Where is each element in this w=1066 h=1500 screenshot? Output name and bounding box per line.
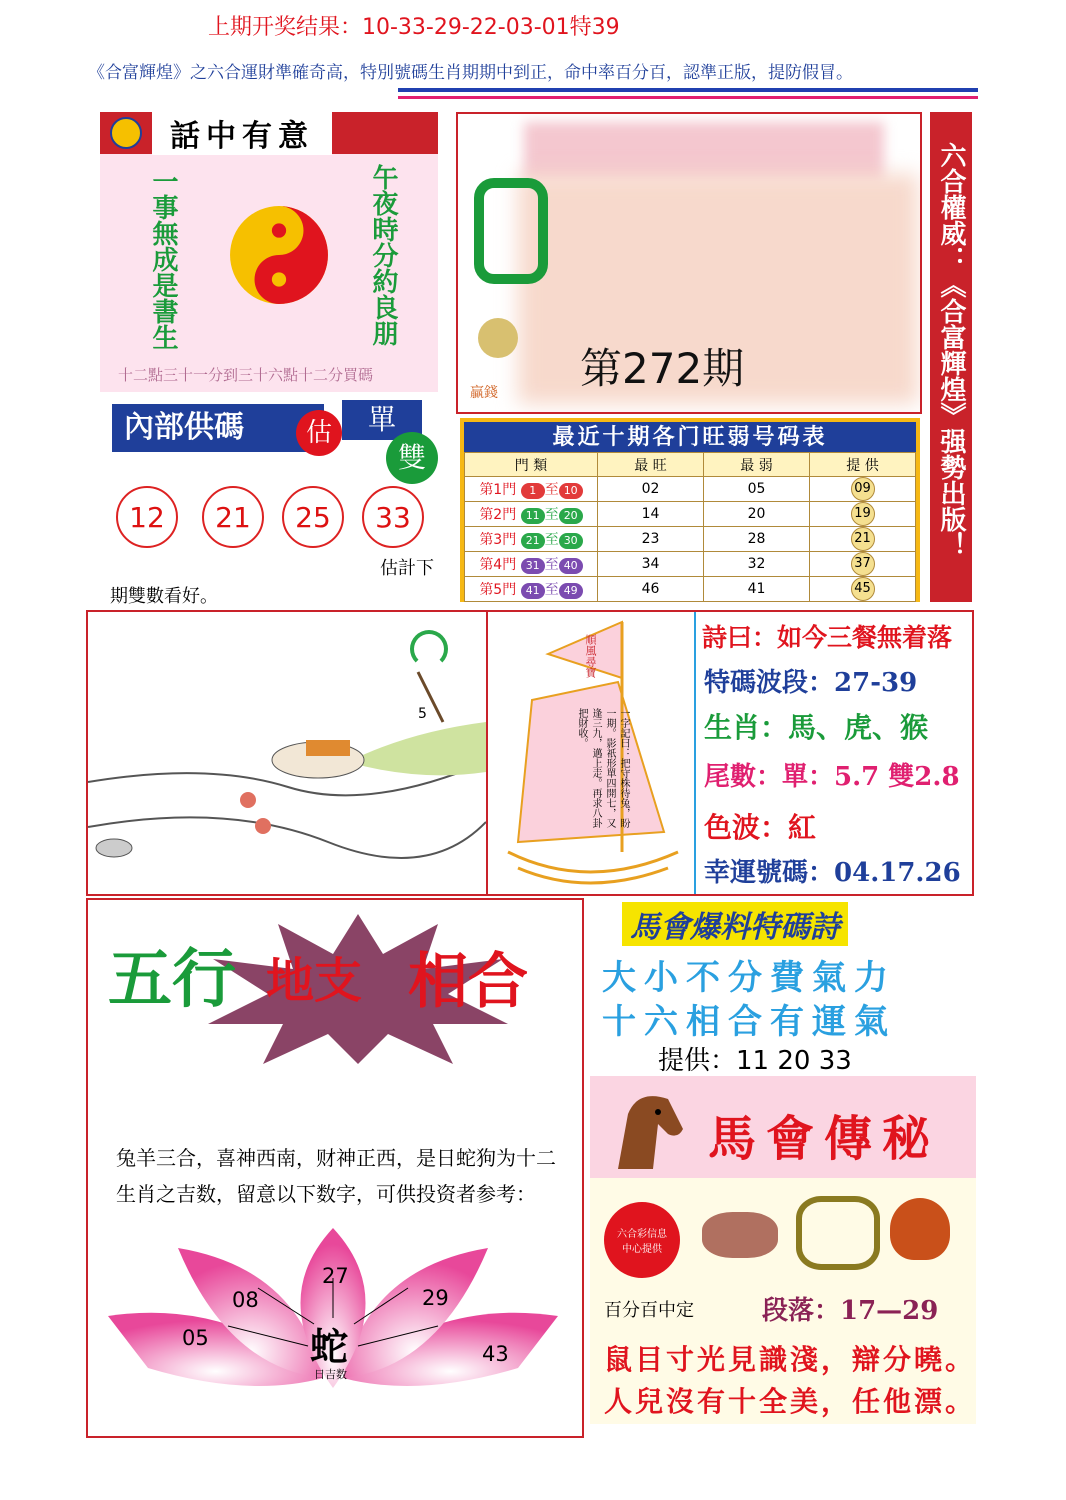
secret-line2: 人兒沒有十全美，任他漂。 [604, 1385, 976, 1418]
huazhong-footer: 十二點三十一分到三十六點十二分買碼 [118, 366, 374, 384]
provide-cell [810, 477, 916, 502]
mahui-poem-provide: 提供：11 20 33 [658, 1046, 852, 1076]
door-label: 第2門 [479, 507, 517, 523]
scene-number: 5 [418, 706, 427, 722]
mahui-poem-title: 馬會爆料特碼詩 [622, 902, 848, 946]
table-row [465, 477, 916, 502]
provide-value: 37 [851, 552, 875, 576]
secret-line1: 鼠目寸光見識淺，辯分曉。 [604, 1343, 976, 1376]
mahui-poem-line1: 大小不分費氣力 [602, 958, 896, 998]
tag-shuang: 雙 [386, 432, 438, 484]
segment-label: 段落：17—29 [762, 1296, 939, 1326]
range-from: 1 [521, 483, 545, 499]
table-title: 最近十期各门旺弱号码表 [464, 422, 916, 452]
provide-value: 21 [851, 527, 875, 551]
col-max: 最 旺 [598, 453, 704, 477]
provide-cell [810, 502, 916, 527]
wuxing-title-b: 地支 [266, 953, 363, 1009]
wave-label: 特碼波段： [704, 668, 835, 698]
range-from: 21 [521, 533, 545, 549]
col-min: 最 弱 [704, 453, 810, 477]
issue-panel [456, 112, 922, 414]
petal-number-4: 29 [422, 1286, 449, 1310]
poem-panel [696, 612, 972, 894]
min-cell: 05 [704, 477, 810, 502]
wave-value: 27-39 [834, 668, 918, 698]
petal-number-1: 05 [182, 1326, 209, 1350]
min-cell: 41 [704, 577, 810, 602]
internal-number-3: 25 [282, 486, 344, 548]
lucky-value: 04.17.26 [834, 858, 961, 888]
blurred-banner [524, 122, 884, 182]
door-label: 第4門 [479, 557, 517, 573]
sail-text: 一字記曰：把守株待兔，盼一期。影祇形單四開七，又逢三九，邁上走。再求八卦把財收。 [576, 708, 629, 828]
door-cell [465, 552, 598, 577]
stamp-text: 六合彩信息中心提供 [617, 1229, 667, 1255]
zodiac-label: 生肖： [704, 711, 789, 744]
tail-label: 尾數： [704, 762, 783, 792]
horse-icon [598, 1084, 688, 1174]
provide-cell [810, 552, 916, 577]
mahui-poem-line2: 十六相合有運氣 [602, 1002, 896, 1042]
min-cell: 20 [704, 502, 810, 527]
coin-icon [478, 318, 518, 358]
max-cell: 46 [598, 577, 704, 602]
max-cell: 14 [598, 502, 704, 527]
wuxing-title-c: 相合 [408, 947, 528, 1017]
huazhong-right-verse: 午夜時分約良朋 [368, 164, 398, 346]
rooster-icon [890, 1198, 950, 1260]
color-row [704, 806, 816, 846]
range-to: 40 [559, 558, 583, 574]
table-row [465, 577, 916, 602]
tag-dan: 單 [342, 400, 422, 440]
door-cell [465, 502, 598, 527]
sail-flag: 順風尋寶 [584, 634, 597, 678]
internal-title: 內部供碼 [112, 404, 324, 452]
logo-icon [110, 117, 142, 149]
door-cell [465, 577, 598, 602]
table-header-row [465, 453, 916, 477]
dragon-icon [796, 1196, 880, 1270]
stamp-icon [604, 1202, 680, 1278]
internal-note-left: 期雙數看好。 [110, 586, 218, 607]
table-row [465, 502, 916, 527]
huazhong-panel [100, 112, 438, 392]
lucky-label: 幸運號碼： [704, 858, 835, 888]
col-door: 門 類 [465, 453, 598, 477]
range-to: 49 [559, 583, 583, 599]
mahui-secret-panel [590, 1076, 976, 1424]
internal-number-1: 12 [116, 486, 178, 548]
petal-number-2: 08 [232, 1288, 259, 1312]
huazhong-titlebar [100, 112, 438, 154]
max-cell: 23 [598, 527, 704, 552]
col-provide: 提 供 [810, 453, 916, 477]
issue-side-text: 六合權威：《合富輝煌》强勢出版！ [930, 112, 972, 602]
wuxing-panel [86, 898, 584, 1438]
hot-cold-table [460, 418, 920, 602]
provide-value: 09 [851, 477, 875, 501]
door-label: 第3門 [479, 532, 517, 548]
lucky-row [704, 852, 961, 889]
provide-value: 45 [851, 577, 875, 601]
provide-cell [810, 577, 916, 602]
tail-value: 單：5.7 雙2.8 [782, 762, 960, 792]
issue-label: 第272期 [580, 344, 745, 393]
scene-left [88, 612, 488, 894]
range-to-word: 至 [544, 582, 559, 598]
zodiac-row [704, 706, 928, 746]
range-to-word: 至 [544, 507, 559, 523]
sure-label: 百分百中定 [604, 1300, 694, 1321]
table-grid [464, 452, 916, 602]
huazhong-left-verse: 一事無成是書生 [148, 168, 178, 350]
max-cell: 34 [598, 552, 704, 577]
lotus-center: 蛇 [310, 1324, 349, 1369]
banner-rule-blue [398, 88, 978, 92]
internal-number-2: 21 [202, 486, 264, 548]
provide-cell [810, 527, 916, 552]
mahui-secret-title: 馬會傳秘 [708, 1111, 941, 1167]
provide-value: 19 [851, 502, 875, 526]
pig-icon [702, 1212, 778, 1258]
table-row [465, 527, 916, 552]
banner-text: 《合富輝煌》之六合運財準確奇高，特別號碼生肖期期中到正，命中率百分百，認準正版，提防假冒。 [88, 63, 853, 83]
door-label: 第1門 [479, 482, 517, 498]
tag-gu: 估 [296, 410, 342, 456]
rainbow-icon [410, 630, 448, 668]
scene-panel [86, 610, 974, 896]
range-to-word: 至 [544, 482, 559, 498]
poem-line: 詩曰：如今三餐無着落 [702, 623, 953, 652]
range-from: 11 [521, 508, 545, 524]
wuxing-desc: 兔羊三合，喜神西南，财神正西，是日蛇狗为十二生肖之吉数，留意以下数字，可供投资者参考： [116, 1146, 556, 1206]
zodiac-value: 馬、虎、猴 [788, 711, 929, 744]
min-cell: 28 [704, 527, 810, 552]
internal-number-4: 33 [362, 486, 424, 548]
banner-rule-red [398, 96, 978, 99]
door-cell [465, 527, 598, 552]
max-cell: 02 [598, 477, 704, 502]
internal-note-right: 估計下 [380, 558, 434, 579]
range-from: 41 [521, 583, 545, 599]
range-to-word: 至 [544, 557, 559, 573]
door-cell [465, 477, 598, 502]
min-cell: 32 [704, 552, 810, 577]
last-result: 上期开奖结果：10-33-29-22-03-01特39 [208, 15, 620, 40]
door-label: 第5門 [479, 582, 517, 598]
range-from: 31 [521, 558, 545, 574]
huazhong-title: 話中有意 [152, 111, 332, 155]
wave-row [704, 662, 917, 699]
range-to: 10 [559, 483, 583, 499]
range-to: 20 [559, 508, 583, 524]
scene-mid [488, 612, 696, 894]
range-to: 30 [559, 533, 583, 549]
petal-number-3: 27 [322, 1264, 349, 1288]
wuxing-title-a: 五行 [108, 942, 236, 1017]
color-value: 紅 [788, 811, 817, 844]
range-to-word: 至 [544, 532, 559, 548]
yinyang-icon [228, 204, 330, 306]
green-logo-icon [474, 178, 548, 284]
lotus-center-sub: 日吉数 [314, 1368, 347, 1381]
petal-number-5: 43 [482, 1342, 509, 1366]
issue-small-label: 贏錢 [470, 385, 498, 401]
table-row [465, 552, 916, 577]
color-label: 色波： [704, 811, 789, 844]
tail-row [704, 756, 960, 793]
